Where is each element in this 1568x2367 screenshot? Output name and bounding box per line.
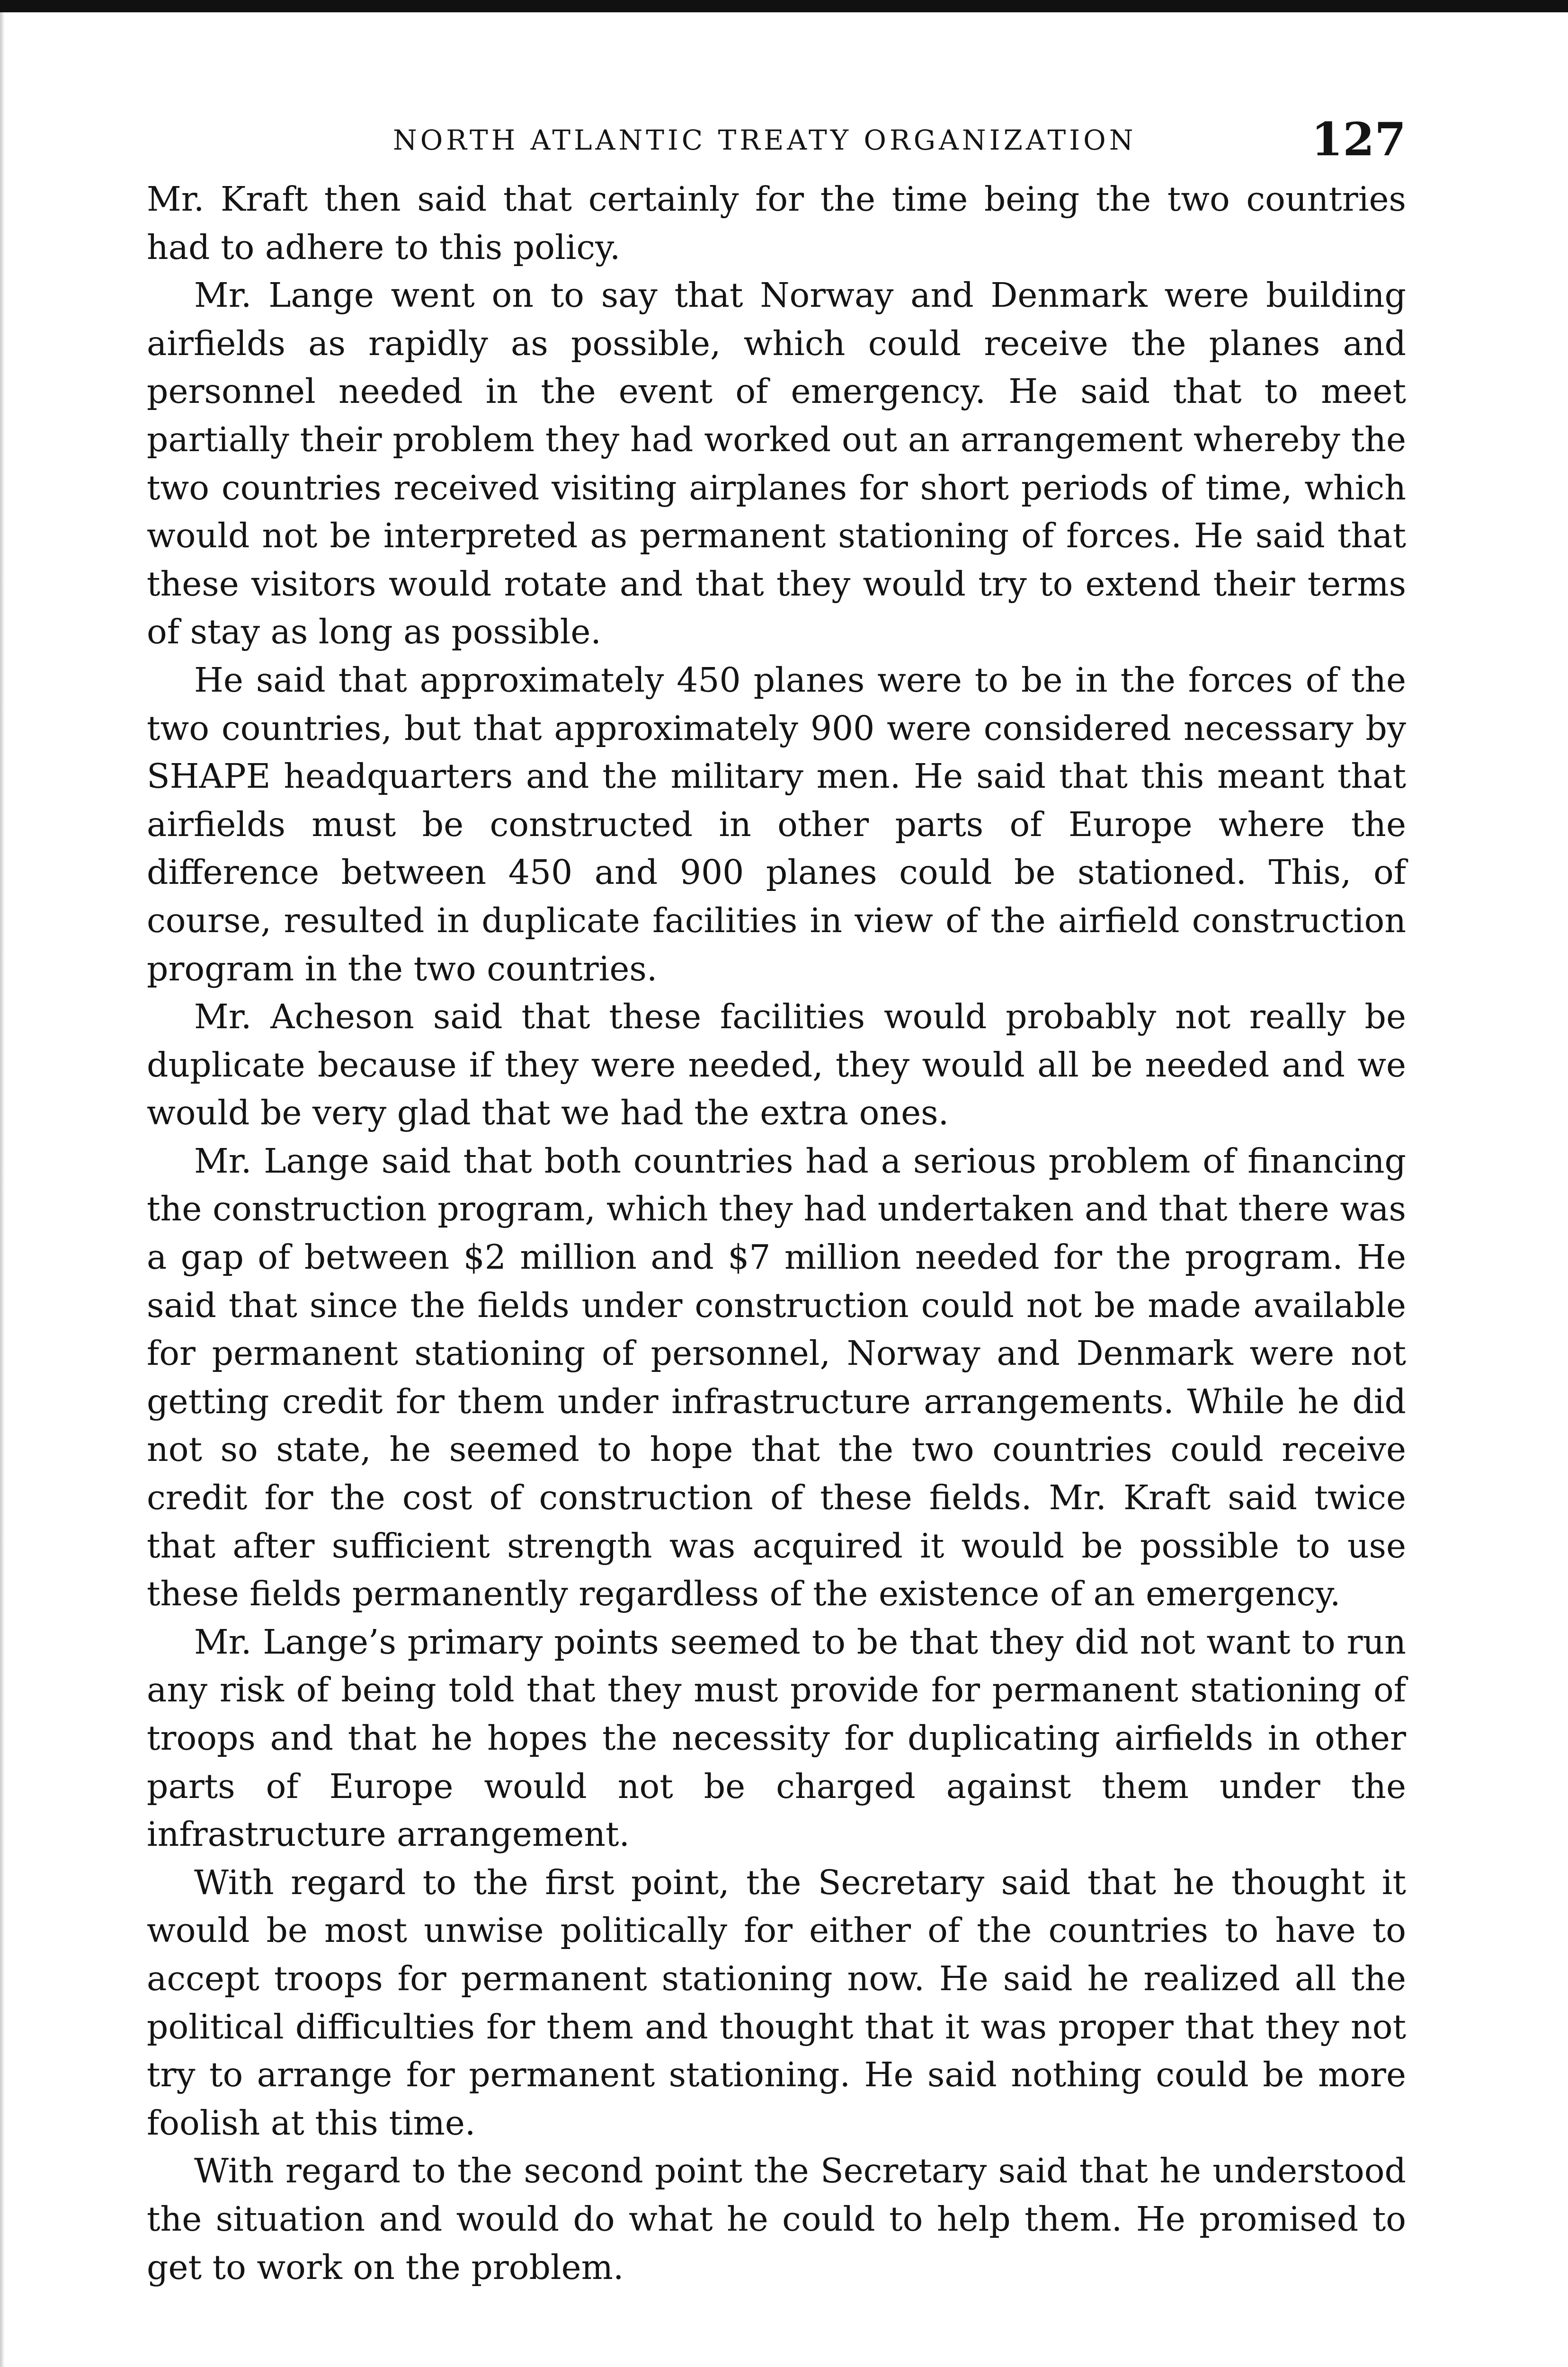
paragraph: With regard to the second point the Secretary said that he understood the situation and would do what he could to help them. He promised to get to work on the problem. — [147, 2151, 1406, 2287]
paragraph: Mr. Lange said that both countries had a serious problem of financing the construction program, which they had undertaken and that there was a gap of between $2 million and $7 million needed for the program. He said that since the fields under construction could not be made available for permanent stationing of personnel, Norway and Denmark were not getting credit for them under infrastructure arrangements. While he did not so state, he seemed to hope that the two countries could receive credit for the cost of construction of these fields. Mr. Kraft said twice that after sufficient strength was acquired it would be possible to use these fields permanently regardless of the existence of an emergency. — [147, 1141, 1406, 1614]
document-page — [147, 109, 1406, 2291]
paragraph: He said that approximately 450 planes were to be in the forces of the two countries, but that approximately 900 were considered necessary by SHAPE headquarters and the military men. He said that this meant that airfields must be constructed in other parts of Europe where the difference between 450 and 900 planes could be stationed. This, of course, resulted in duplicate facilities in view of the airfield construction program in the two countries. — [147, 660, 1406, 988]
top-border-rule — [0, 0, 1568, 12]
paragraph: Mr. Kraft then said that certainly for the time being the two countries had to adhere to this policy. — [147, 179, 1406, 267]
running-title: NORTH ATLANTIC TREATY ORGANIZATION — [393, 124, 1137, 156]
paragraph: Mr. Lange’s primary points seemed to be that they did not want to run any risk of being told that they must provide for permanent stationing of troops and that he hopes the necessity for duplicating airfields in other parts of Europe would not be charged against them under the infrastructure arrangement. — [147, 1622, 1406, 1854]
page-number: 127 — [1311, 113, 1406, 166]
paragraph: With regard to the first point, the Secretary said that he thought it would be most unwise politically for either of the countries to have to accept troops for permanent stationing now. He said he realized all the political difficulties for them and thought that it was proper that they not try to arrange for permanent stationing. He said nothing could be more foolish at this time. — [147, 1862, 1406, 2143]
paragraph: Mr. Lange went on to say that Norway and Denmark were building airfields as rapidly as possible, which could receive the planes and personnel needed in the event of emergency. He said that to meet partially their problem they had worked out an arrangement whereby the two countries received visiting airplanes for short periods of time, which would not be interpreted as permanent stationing of forces. He said that these visitors would rotate and that they would try to extend their terms of stay as long as possible. — [147, 276, 1406, 652]
body-text — [147, 175, 1406, 2291]
paragraph: Mr. Acheson said that these facilities would probably not really be duplicate because if they were needed, they would all be needed and we would be very glad that we had the extra ones. — [147, 997, 1406, 1133]
running-head — [147, 109, 1406, 175]
page-edge-shadow — [0, 12, 5, 2367]
